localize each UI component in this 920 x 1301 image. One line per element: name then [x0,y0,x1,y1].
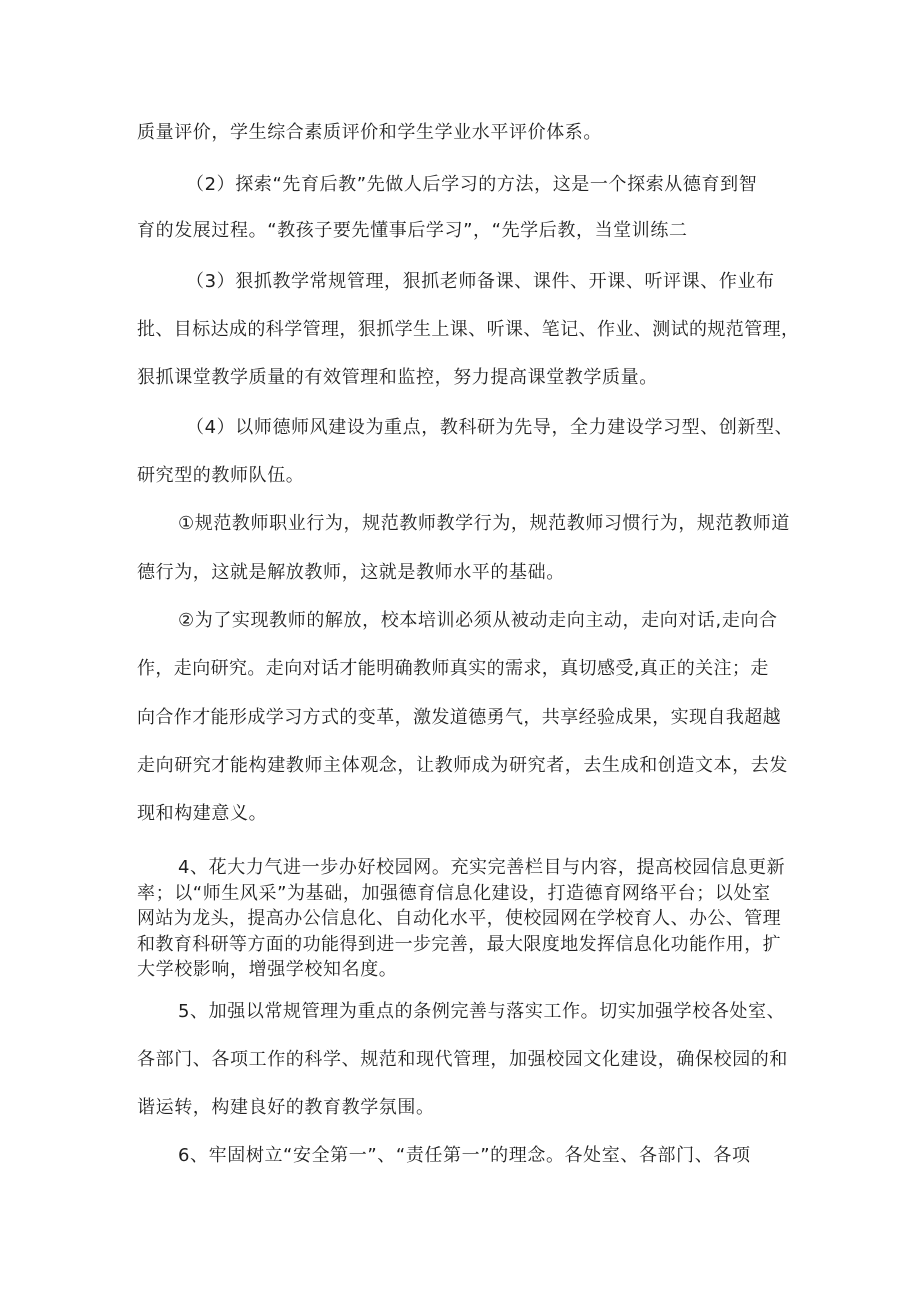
text-line: 质量评价，学生综合素质评价和学生学业水平评价体系。 [137,122,602,143]
text-line: 狠抓课堂教学质量的有效管理和监控，努力提高课堂教学质量。 [137,367,658,388]
text-line: （4）以师德师风建设为重点，教科研为先导，全力建设学习型、创新型、 [186,417,794,438]
text-line: 现和构建意义。 [137,803,268,824]
text-line: 网站为龙头，提高办公信息化、自动化水平，使校园网在学校育人、办公、管理 [137,908,781,929]
text-line: 率；以“师生风采”为基础，加强德育信息化建设，打造德育网络平台；以处室 [137,883,771,904]
text-line: 5、加强以常规管理为重点的条例完善与落实工作。切实加强学校各处室、 [178,1001,786,1022]
text-line: 走向研究才能构建教师主体观念，让教师成为研究者，去生成和创造文本，去发 [137,755,788,776]
text-line: 和教育科研等方面的功能得到进一步完善，最大限度地发挥信息化功能作用，扩 [137,934,781,955]
text-line: （2）探索“先育后教”先做人后学习的方法，这是一个探索从德育到智 [186,174,758,195]
text-line: （3）狠抓教学常规管理，狠抓老师备课、课件、开课、听评课、作业布 [186,271,775,292]
text-line: 谐运转，构建良好的教育教学氛围。 [137,1097,435,1118]
text-line: ②为了实现教师的解放，校本培训必须从被动走向主动，走向对话,走向合 [178,610,778,631]
text-line: 批、目标达成的科学管理，狠抓学生上课、听课、笔记、作业、测试的规范管理， [137,319,800,340]
text-line: 4、花大力气进一步办好校园网。充实完善栏目与内容，提高校园信息更新 [178,857,786,878]
text-line: 各部门、各项工作的科学、规范和现代管理，加强校园文化建设，确保校园的和 [137,1049,788,1070]
text-line: 大学校影响，增强学校知名度。 [137,959,398,980]
text-line: 作，走向研究。走向对话才能明确教师真实的需求，真切感受,真正的关注；走 [137,658,769,679]
text-line: 向合作才能形成学习方式的变革，激发道德勇气，共享经验成果，实现自我超越 [137,707,781,728]
text-line: 育的发展过程。“教孩子要先懂事后学习”，“先学后教，当堂训练二 [137,220,688,241]
text-line: 研究型的教师队伍。 [137,465,305,486]
text-line: 6、牢固树立“安全第一”、“责任第一”的理念。各处室、各部门、各项 [178,1145,751,1166]
text-line: ①规范教师职业行为，规范教师教学行为，规范教师习惯行为，规范教师道 [178,513,790,534]
text-line: 德行为，这就是解放教师，这就是教师水平的基础。 [137,562,565,583]
